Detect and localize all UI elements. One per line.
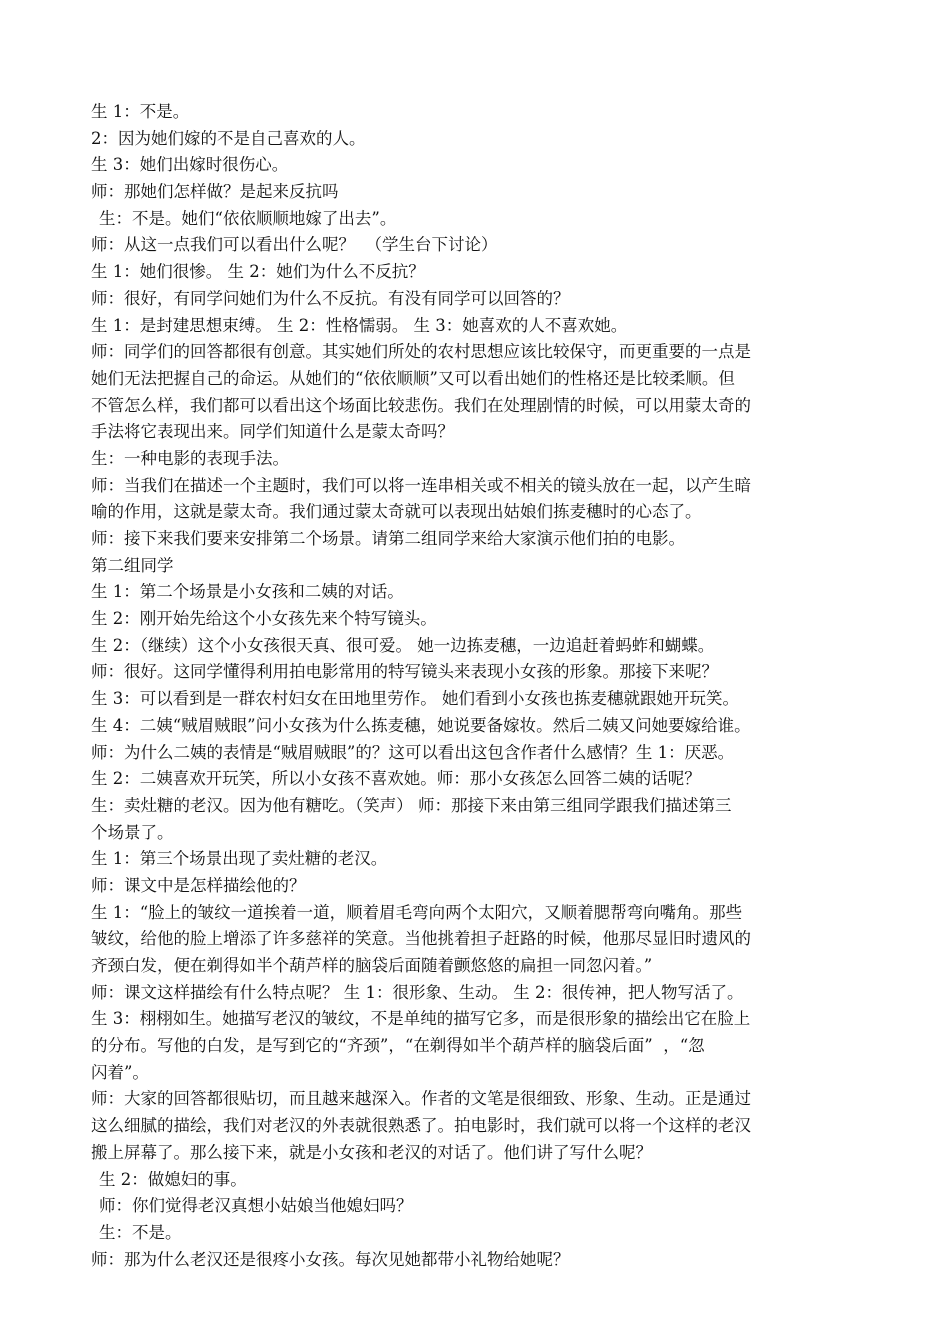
text-line: 这么细腻的描绘，我们对老汉的外表就很熟悉了。拍电影时，我们就可以将一个这样的老汉 <box>91 1116 751 1136</box>
text-line: 师：课文中是怎样描绘他的？ <box>91 875 306 895</box>
text-line: 师：为什么二姨的表情是“贼眉贼眼”的？这可以看出这包含作者什么感情？生 1：厌恶。 <box>91 742 735 762</box>
text-line: 个场景了。 <box>91 822 174 842</box>
text-line: 生 1：不是。 <box>91 102 190 121</box>
text-line: 师：接下来我们要来安排第二个场景。请第二组同学来给大家演示他们拍的电影。 <box>91 529 685 548</box>
text-line: 生 1：第二个场景是小女孩和二姨的对话。 <box>91 582 404 602</box>
text-line: 生 2：（继续）这个小女孩很天真、很可爱。 她一边拣麦穗，一边追赶着蚂蚱和蝴蝶。 <box>91 635 715 655</box>
text-line: 师：同学们的回答都很有创意。其实她们所处的农村思想应该比较保守，而更重要的一点是 <box>91 342 751 362</box>
text-line: 生 1：“脸上的皱纹一道挨着一道，顺着眉毛弯向两个太阳穴，又顺着腮帮弯向嘴角。那些 <box>91 902 743 922</box>
text-line: 的分布。写他的白发，是写到它的“齐颈”，“在剃得如半个葫芦样的脑袋后面” ，“忽 <box>91 1036 705 1056</box>
text-line: 师：你们觉得老汉真想小姑娘当他媳妇吗？ <box>99 1196 413 1216</box>
document-body <box>91 99 866 1273</box>
text-line: 第二组同学 <box>91 555 174 575</box>
text-line: 生 3：栩栩如生。她描写老汉的皱纹，不是单纯的描写它多，而是很形象的描绘出它在脸上 <box>91 1009 751 1029</box>
text-line: 生 1：第三个场景出现了卖灶糖的老汉。 <box>91 849 388 869</box>
text-line: 生：不是。 <box>99 1222 182 1242</box>
text-line: 师：很好。这同学懂得利用拍电影常用的特写镜头来表现小女孩的形象。那接下来呢？ <box>91 662 718 682</box>
text-line: 皱纹，给他的脸上增添了许多慈祥的笑意。当他挑着担子赶路的时候，他那尽显旧时遗风的 <box>91 929 751 949</box>
text-line: 2：因为她们嫁的不是自己喜欢的人。 <box>91 128 366 148</box>
text-line: 生 2：二姨喜欢开玩笑，所以小女孩不喜欢她。师：那小女孩怎么回答二姨的话呢？ <box>91 769 701 789</box>
text-line: 生：卖灶糖的老汉。因为他有糖吃。（笑声） 师：那接下来由第三组同学跟我们描述第三 <box>91 795 732 815</box>
text-line: 她们无法把握自己的命运。从她们的“依依顺顺”又可以看出她们的性格还是比较柔顺。但 <box>91 368 735 388</box>
text-line: 搬上屏幕了。那么接下来，就是小女孩和老汉的对话了。他们讲了写什么呢？ <box>91 1142 652 1162</box>
text-line: 师：那为什么老汉还是很疼小女孩。每次见她都带小礼物给她呢？ <box>91 1249 570 1269</box>
text-line: 师：很好，有同学问她们为什么不反抗。有没有同学可以回答的？ <box>91 288 570 308</box>
text-line: 生：不是。她们“依依顺顺地嫁了出去”。 <box>99 208 397 228</box>
text-line: 师：从这一点我们可以看出什么呢？ （学生台下讨论） <box>91 235 498 255</box>
text-line: 师：大家的回答都很贴切，而且越来越深入。作者的文笔是很细致、形象、生动。正是通过 <box>91 1089 751 1109</box>
text-line: 齐颈白发，便在剃得如半个葫芦样的脑袋后面随着颤悠悠的扁担一同忽闪着。” <box>91 956 653 975</box>
text-line: 师：当我们在描述一个主题时，我们可以将一连串相关或不相关的镜头放在一起，以产生暗 <box>91 475 751 495</box>
text-line: 不管怎么样，我们都可以看出这个场面比较悲伤。我们在处理剧情的时候，可以用蒙太奇的 <box>91 395 751 415</box>
text-line: 喻的作用，这就是蒙太奇。我们通过蒙太奇就可以表现出姑娘们拣麦穗时的心态了。 <box>91 502 702 522</box>
text-line: 生 3：她们出嫁时很伤心。 <box>91 155 289 175</box>
text-line: 生 1：她们很惨。 生 2：她们为什么不反抗？ <box>91 262 425 282</box>
text-line: 生 2：做媳妇的事。 <box>99 1169 247 1189</box>
text-line: 生 2：刚开始先给这个小女孩先来个特写镜头。 <box>91 609 437 629</box>
text-line: 生 1：是封建思想束缚。 生 2：性格懦弱。 生 3：她喜欢的人不喜欢她。 <box>91 315 628 335</box>
text-line: 手法将它表现出来。同学们知道什么是蒙太奇吗？ <box>91 422 454 442</box>
text-line: 生 3：可以看到是一群农村妇女在田地里劳作。 她们看到小女孩也拣麦穗就跟她开玩笑。 <box>91 689 739 709</box>
text-line: 生：一种电影的表现手法。 <box>91 448 289 468</box>
text-line: 生 4：二姨“贼眉贼眼”问小女孩为什么拣麦穗，她说要备嫁妆。然后二姨又问她要嫁给谁。 <box>91 715 751 735</box>
text-line: 闪着”。 <box>91 1062 149 1082</box>
text-line: 师：课文这样描绘有什么特点呢？ 生 1：很形象、生动。 生 2：很传神，把人物写活了。 <box>91 982 744 1002</box>
text-line: 师：那她们怎样做？是起来反抗吗 <box>91 182 339 202</box>
